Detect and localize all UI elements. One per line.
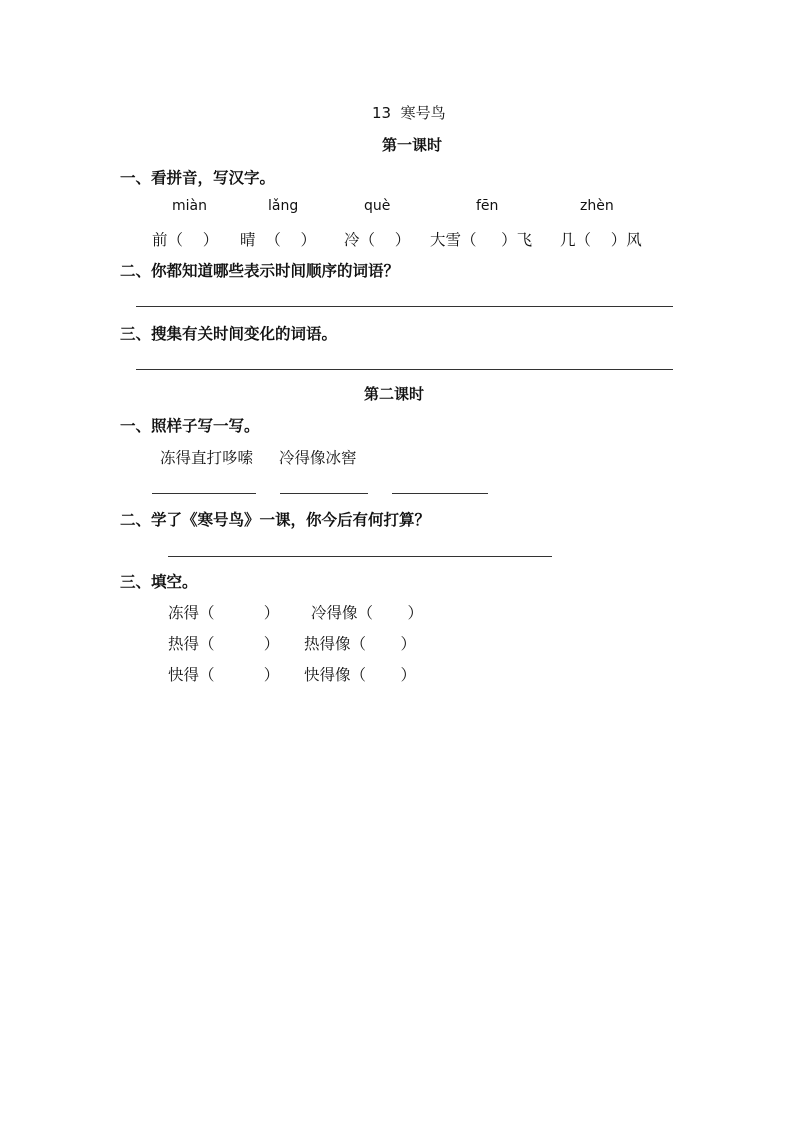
answer-line: [152, 493, 256, 494]
pinyin-4: fēn: [476, 198, 499, 214]
pinyin-3: què: [364, 198, 391, 214]
lesson-2-heading: 第二课时: [364, 385, 425, 403]
fill-word-1: 前（ ）: [152, 231, 219, 249]
example-phrase-1: 冻得直打哆嗦: [160, 449, 254, 467]
fill-blank-row-1-left: 冻得（ ）: [168, 604, 280, 622]
fill-word-3: 冷（ ）: [344, 231, 411, 249]
fill-word-2: 晴 （ ）: [240, 231, 317, 249]
fill-blank-row-2-left: 热得（ ）: [168, 635, 280, 653]
document-title: 13 寒号鸟: [372, 104, 446, 122]
fill-blank-row-2-right: 热得像（ ）: [304, 635, 416, 653]
fill-blank-row-3-right: 快得像（ ）: [304, 666, 416, 684]
pinyin-2: lǎng: [268, 198, 299, 214]
lesson-2-question-3: 三、填空。: [120, 573, 198, 591]
fill-word-4: 大雪（ ）飞: [430, 231, 533, 249]
answer-line: [168, 556, 552, 557]
pinyin-5: zhèn: [580, 198, 614, 214]
pinyin-1: miàn: [172, 198, 207, 214]
fill-blank-row-3-left: 快得（ ）: [168, 666, 280, 684]
lesson-1-question-2: 二、你都知道哪些表示时间顺序的词语？: [120, 262, 400, 280]
lesson-1-question-1: 一、看拼音，写汉字。: [120, 169, 276, 187]
lesson-1-question-3: 三、搜集有关时间变化的词语。: [120, 325, 338, 343]
answer-line: [392, 493, 488, 494]
answer-line: [136, 306, 673, 307]
example-phrase-2: 冷得像冰窖: [279, 449, 357, 467]
lesson-1-heading: 第一课时: [382, 136, 443, 154]
fill-blank-row-1-right: 冷得像（ ）: [311, 604, 423, 622]
fill-word-5: 几（ ）风: [560, 231, 642, 249]
lesson-2-question-2: 二、学了《寒号鸟》一课，你今后有何打算？: [120, 511, 431, 529]
answer-line: [280, 493, 368, 494]
answer-line: [136, 369, 673, 370]
lesson-2-question-1: 一、照样子写一写。: [120, 417, 260, 435]
